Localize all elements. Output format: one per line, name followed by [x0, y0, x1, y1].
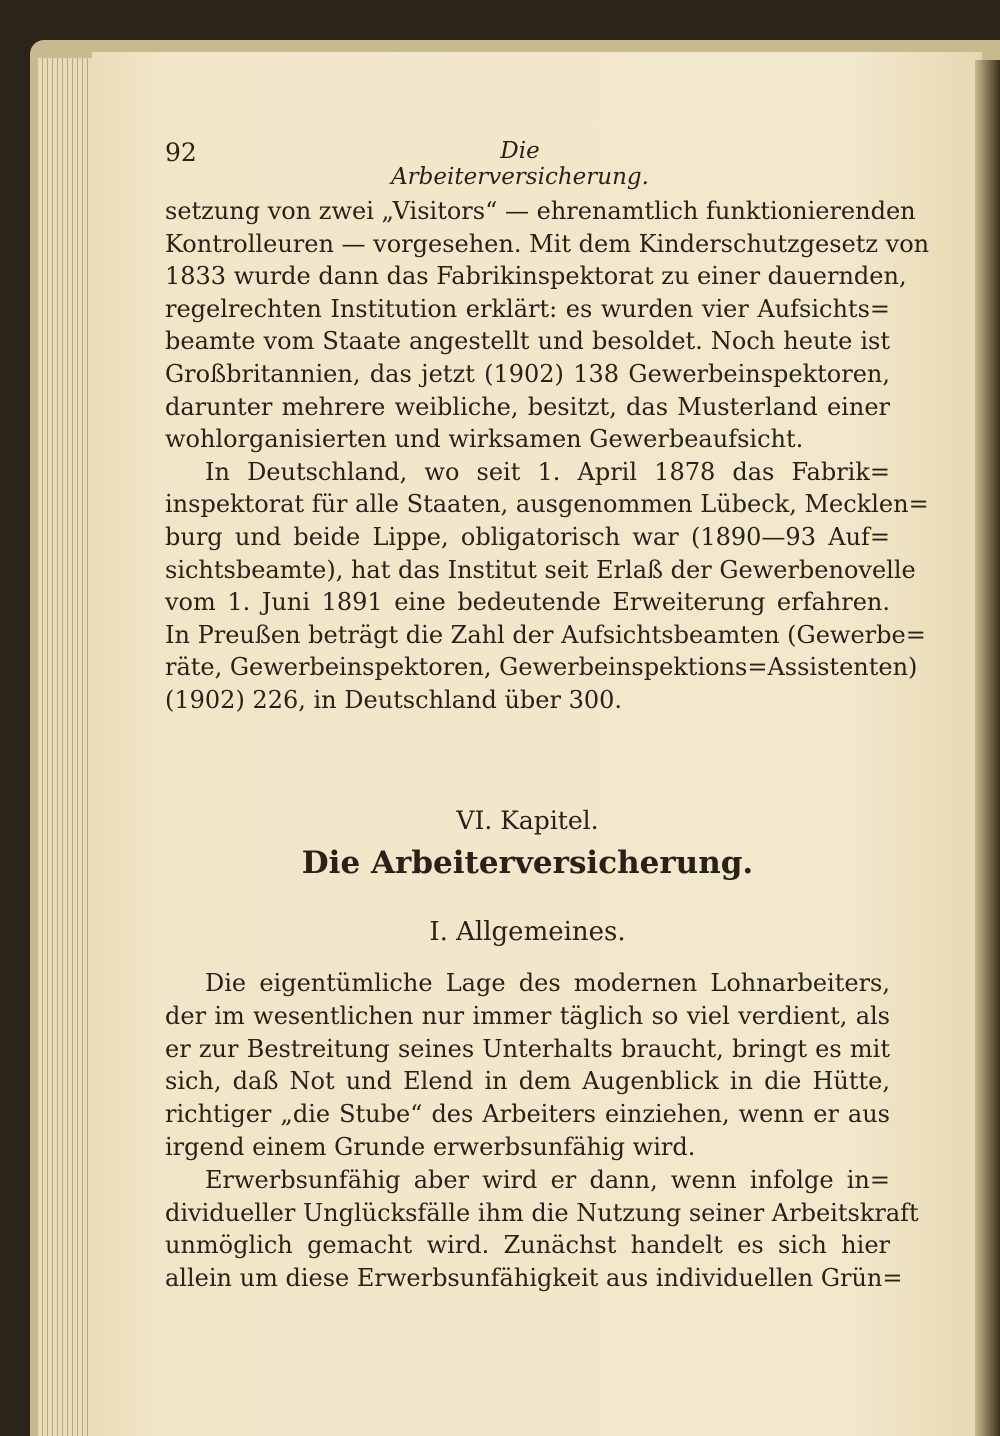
text-line: er zur Bestreitung seines Unterhalts braucht, bringt es mit: [165, 1034, 890, 1063]
text-line: (1902) 226, in Deutschland über 300.: [165, 686, 623, 714]
text-line: sichtsbeamte), hat das Institut seit Erlaß der Gewerbenovelle: [165, 555, 916, 584]
text-line: beamte vom Staate angestellt und besoldet. Noch heute ist: [165, 327, 890, 356]
text-line: unmöglich gemacht wird. Zunächst handelt es sich hier: [165, 1231, 890, 1260]
page-number: 92: [165, 138, 197, 167]
text-line: darunter mehrere weibliche, besitzt, das Musterland einer: [165, 392, 890, 421]
text-line: Die eigentümliche Lage des modernen Lohnarbeiters,: [205, 969, 890, 997]
text-line: richtiger „die Stube“ des Arbeiters einziehen, wenn er aus: [165, 1100, 890, 1129]
text-line: 1833 wurde dann das Fabrikinspektorat zu einer dauernden,: [165, 262, 907, 291]
text-line: wohlorganisierten und wirksamen Gewerbeaufsicht.: [165, 425, 804, 454]
text-line: sich, daß Not und Elend in dem Augenblick in die Hütte,: [165, 1067, 890, 1096]
text-line: Großbritannien, das jetzt (1902) 138 Gewerbeinspektoren,: [165, 360, 890, 388]
book-page: [92, 52, 982, 1436]
text-line: allein um diese Erwerbsunfähigkeit aus individuellen Grün=: [165, 1264, 903, 1293]
text-line: setzung von zwei „Visitors“ — ehrenamtlich funktionierenden: [165, 197, 916, 225]
text-line: Erwerbsunfähig aber wird er dann, wenn infolge in=: [205, 1165, 890, 1194]
text-line: Kontrolleuren — vorgesehen. Mit dem Kinderschutzgesetz von: [165, 229, 930, 258]
text-line: inspektorat für alle Staaten, ausgenommen Lübeck, Mecklen=: [165, 490, 929, 519]
text-line: regelrechten Institution erklärt: es wurden vier Aufsichts=: [165, 294, 890, 323]
text-line: irgend einem Grunde erwerbsunfähig wird.: [165, 1133, 696, 1161]
text-line: dividueller Unglücksfälle ihm die Nutzung seiner Arbeitskraft: [165, 1198, 919, 1227]
text-line: burg und beide Lippe, obligatorisch war (1890—93 Auf=: [165, 523, 890, 551]
text-line: In Deutschland, wo seit 1. April 1878 das Fabrik=: [205, 457, 890, 486]
running-title: Die Arbeiterversicherung.: [391, 138, 649, 190]
text-line: vom 1. Juni 1891 eine bedeutende Erweiterung erfahren.: [165, 588, 890, 617]
text-line: der im wesentlichen nur immer täglich so viel verdient, als: [165, 1001, 890, 1030]
section-heading: I. Allgemeines.: [429, 917, 626, 947]
chapter-title: Die Arbeiterversicherung.: [301, 845, 754, 881]
page-edges: [38, 58, 98, 1436]
text-line: räte, Gewerbeinspektoren, Gewerbeinspektions=Assistenten): [165, 653, 918, 682]
book-gutter: [975, 60, 1000, 1436]
chapter-number: VI. Kapitel.: [456, 806, 599, 835]
text-line: In Preußen beträgt die Zahl der Aufsichtsbeamten (Gewerbe=: [165, 620, 926, 649]
